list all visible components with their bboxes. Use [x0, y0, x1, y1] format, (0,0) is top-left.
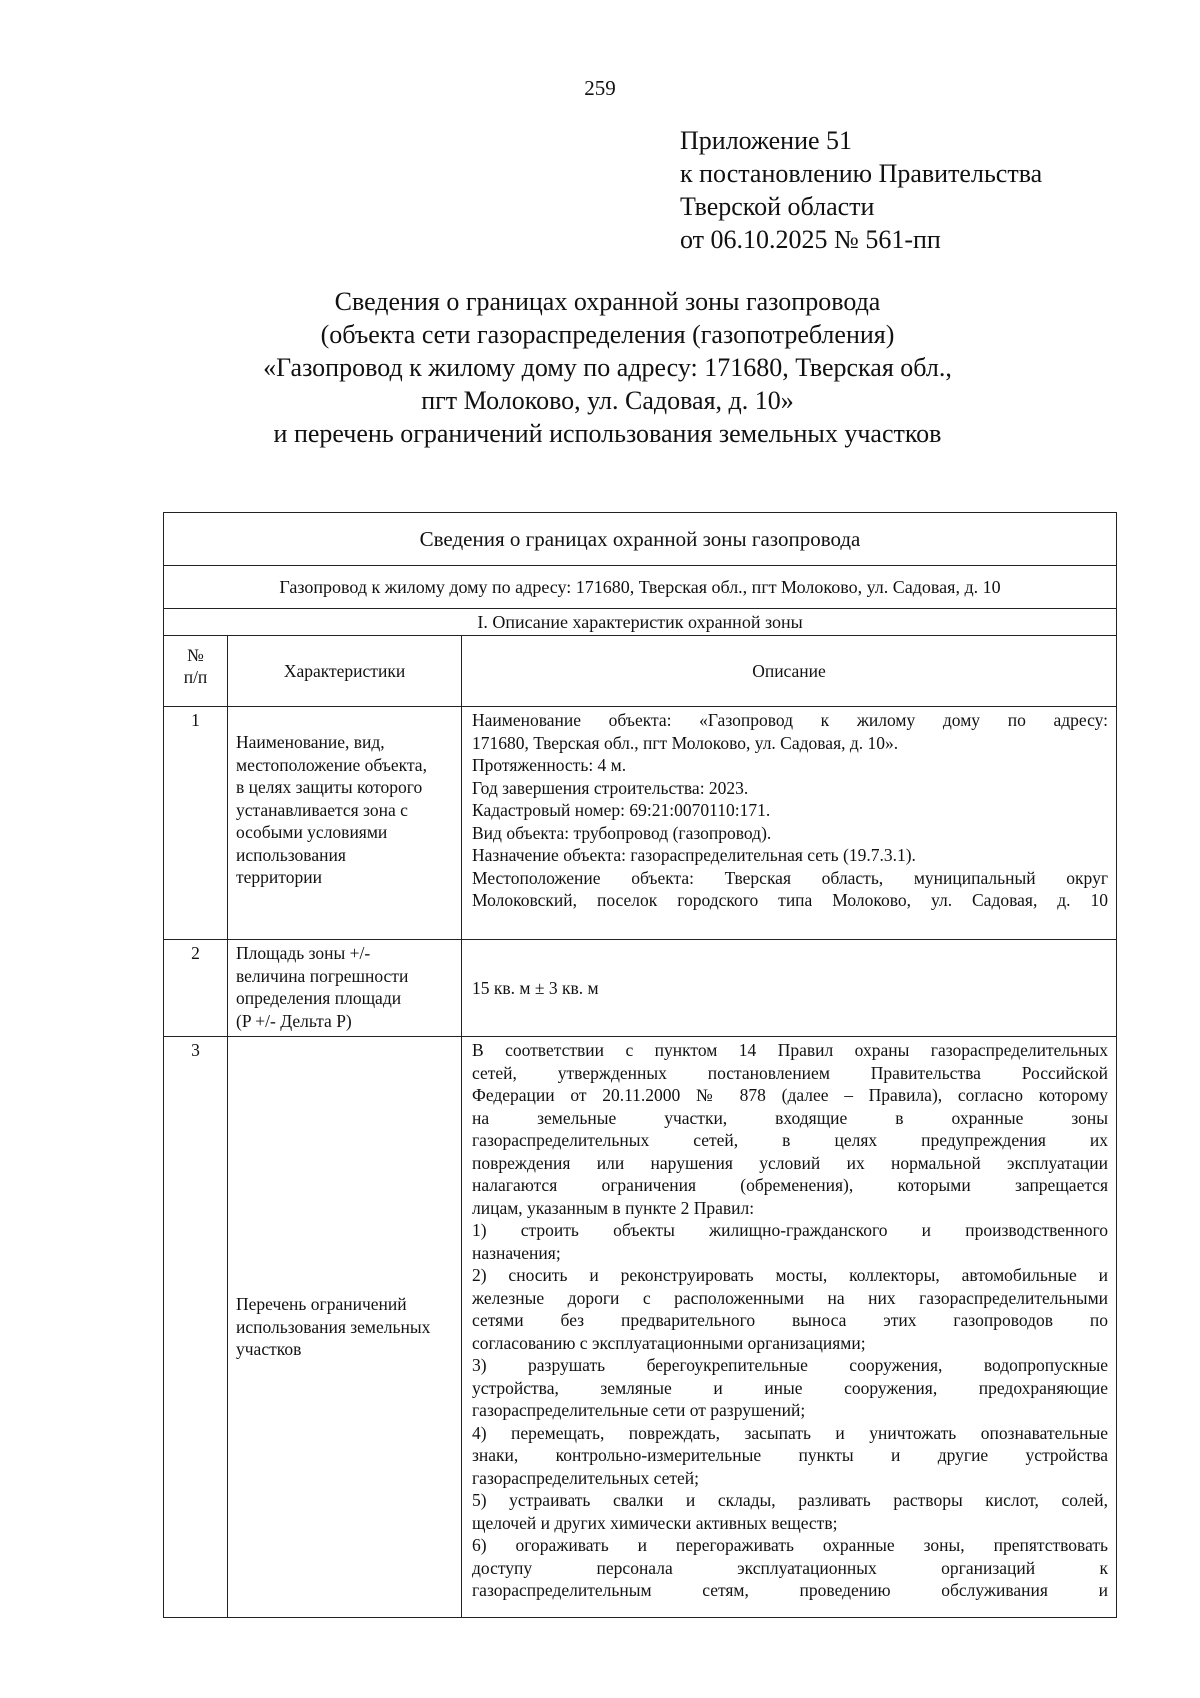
header-num-abbr: п/п [183, 667, 208, 687]
row-number: 1 [164, 707, 228, 940]
table-row [164, 940, 1117, 1037]
description-line: Протяженность: 4 м. [472, 755, 627, 775]
description-line: устройства, земляные и иные сооружения, предохраняющие [472, 1377, 1109, 1398]
description-line: сетей, утвержденных постановлением Правительства Российской [472, 1062, 1109, 1083]
zone-table [163, 512, 1117, 1618]
description-line: доступу персонала эксплуатационных организаций к [472, 1557, 1109, 1578]
row-characteristic [228, 707, 462, 940]
description-line: налагаются ограничения (обременения), которыми запрещается [472, 1175, 1109, 1195]
description-line: 2) сносить и реконструировать мосты, коллекторы, автомобильные и [472, 1265, 1109, 1285]
description-line: газораспределительным сетям, проведению обслуживания и [472, 1580, 1109, 1600]
appendix-block [680, 124, 1042, 256]
description-line: 4) перемещать, повреждать, засыпать и уничтожать опознавательные [472, 1422, 1109, 1443]
row-description [462, 1037, 1117, 1618]
characteristic-line: использования земельных [236, 1316, 431, 1337]
appendix-line: Приложение 51 [680, 126, 853, 155]
description-line: 1) строить объекты жилищно-гражданского и производственного [472, 1220, 1109, 1240]
characteristic-line: местоположение объекта, [236, 754, 427, 775]
header-num [164, 636, 228, 707]
description-line: Вид объекта: трубопровод (газопровод). [472, 822, 772, 843]
description-line: лицам, указанным в пункте 2 Правил: [472, 1197, 755, 1218]
characteristic-line: использования [236, 844, 346, 865]
row-description [462, 940, 1117, 1037]
characteristic-line: участков [236, 1339, 302, 1360]
title-line: (объекта сети газораспределения (газопотребления) [320, 320, 895, 349]
characteristic-line: величина погрешности [236, 965, 409, 986]
description-line: 6) огораживать и перегораживать охранные зоны, препятствовать [472, 1535, 1109, 1555]
description-line: назначения; [472, 1242, 561, 1263]
row-characteristic [228, 1037, 462, 1618]
description-line: сетями без предварительного выноса этих газопроводов по [472, 1310, 1109, 1330]
description-line: на земельные участки, входящие в охранные зоны [472, 1107, 1109, 1128]
description-line: Молоковский, поселок городского типа Молоково, ул. Садовая, д. 10 [472, 890, 1109, 910]
description-line: знаки, контрольно-измерительные пункты и другие устройства [472, 1445, 1109, 1465]
table-caption: Сведения о границах охранной зоны газопровода [164, 513, 1117, 566]
characteristic-line: особыми условиями [236, 822, 388, 842]
description-line: согласованию с эксплуатационными организациями; [472, 1332, 866, 1353]
appendix-line: к постановлению Правительства [680, 159, 1043, 188]
characteristic-line: устанавливается зона с [236, 799, 408, 820]
title-line: и перечень ограничений использования земельных участков [273, 419, 942, 448]
row-number: 2 [164, 940, 228, 1037]
description-line: Наименование объекта: «Газопровод к жилому дому по адресу: [472, 710, 1109, 730]
header-num-sign: № [187, 645, 204, 665]
description-line: газораспределительные сети от разрушений; [472, 1400, 806, 1420]
description-line: В соответствии с пунктом 14 Правил охраны газораспределительных [472, 1040, 1109, 1060]
table-row [164, 1037, 1117, 1618]
description-line: Местоположение объекта: Тверская область, муниципальный округ [472, 867, 1109, 888]
description-line: железные дороги с расположенными на них газораспределительными [472, 1287, 1109, 1308]
description-line: щелочей и других химически активных веществ; [472, 1512, 838, 1533]
description-line: Кадастровый номер: 69:21:0070110:171. [472, 800, 771, 820]
description-line: 5) устраивать свалки и склады, разливать растворы кислот, солей, [472, 1490, 1109, 1510]
description-line: Назначение объекта: газораспределительная сеть (19.7.3.1). [472, 845, 916, 865]
characteristic-line: (P +/- Дельта P) [236, 1010, 352, 1031]
description-line: 3) разрушать берегоукрепительные сооружения, водопропускные [472, 1355, 1109, 1375]
title-line: Сведения о границах охранной зоны газопровода [334, 287, 881, 316]
page-number: 259 [584, 76, 616, 100]
table-header-row [164, 636, 1117, 707]
characteristic-line: Площадь зоны +/- [236, 943, 371, 963]
characteristic-line: Перечень ограничений [236, 1294, 407, 1315]
object-name: Газопровод к жилому дому по адресу: 171680, Тверская обл., пгт Молоково, ул. Садовая, д. 10 [164, 566, 1117, 609]
document-title [150, 285, 1065, 450]
characteristic-line: территории [236, 867, 322, 887]
description-line: газораспределительных сетей, в целях предупреждения их [472, 1130, 1109, 1150]
header-description: Описание [462, 636, 1117, 707]
appendix-line: от 06.10.2025 № 561-пп [680, 225, 941, 254]
characteristic-line: Наименование, вид, [236, 732, 385, 752]
characteristic-line: в целях защиты которого [236, 777, 423, 797]
appendix-line: Тверской области [680, 192, 875, 221]
title-line: «Газопровод к жилому дому по адресу: 171680, Тверская обл., [263, 353, 952, 382]
description-line: 15 кв. м ± 3 кв. м [472, 977, 599, 998]
row-description [462, 707, 1117, 940]
table-row [164, 707, 1117, 940]
description-line: Федерации от 20.11.2000 № 878 (далее – Правила), согласно которому [472, 1085, 1109, 1105]
title-line: пгт Молоково, ул. Садовая, д. 10» [421, 386, 794, 415]
header-characteristics: Характеристики [228, 636, 462, 707]
description-line: 171680, Тверская обл., пгт Молоково, ул. Садовая, д. 10». [472, 732, 899, 753]
section-title: I. Описание характеристик охранной зоны [164, 609, 1117, 636]
row-characteristic [228, 940, 462, 1037]
description-line: газораспределительных сетей; [472, 1467, 699, 1488]
characteristic-line: определения площади [236, 988, 402, 1008]
row-number: 3 [164, 1037, 228, 1618]
description-line: повреждения или нарушения условий их нормальной эксплуатации [472, 1152, 1109, 1173]
description-line: Год завершения строительства: 2023. [472, 777, 749, 798]
